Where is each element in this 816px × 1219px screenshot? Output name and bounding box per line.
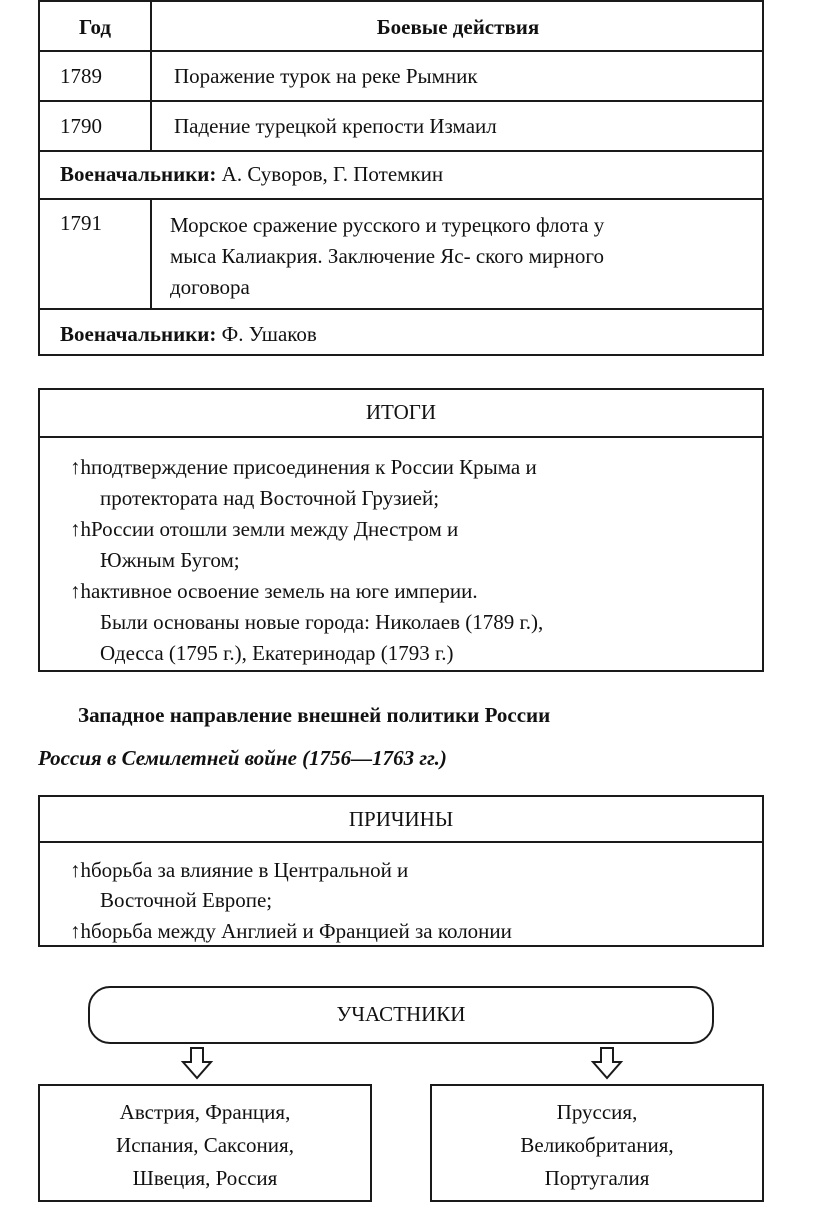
row-year: 1789 (60, 64, 102, 88)
participants-left-line: Швеция, Россия (132, 1166, 278, 1190)
participants-left-line: Испания, Саксония, (116, 1133, 294, 1157)
table-rule (40, 50, 762, 52)
header-actions: Боевые действия (376, 15, 540, 39)
table-column-divider (150, 198, 152, 308)
results-line: ↑hподтверждение присоединения к России Крыма и (70, 455, 537, 479)
causes-title: ПРИЧИНЫ (348, 807, 454, 831)
commanders-row (60, 319, 317, 349)
participants-title: УЧАСТНИКИ (336, 1002, 466, 1026)
participants-left-box (38, 1084, 372, 1202)
causes-line: Восточной Европе; (100, 888, 273, 912)
arrow-down-icon (180, 1046, 214, 1080)
row-action-line: мыса Калиакрия. Заключение Яс- ского мирного (170, 244, 604, 268)
commanders-row (60, 159, 443, 189)
causes-line: ↑hборьба за влияние в Центральной и (70, 858, 409, 882)
box-divider (40, 841, 762, 843)
results-line: ↑hРоссии отошли земли между Днестром и (70, 517, 459, 541)
row-year: 1791 (60, 211, 102, 235)
participants-right-line: Великобритания, (520, 1133, 674, 1157)
section-subheading: Россия в Семилетней войне (1756—1763 гг.) (38, 746, 447, 770)
arrow-down-icon (590, 1046, 624, 1080)
box-divider (40, 436, 762, 438)
results-line: Одесса (1795 г.), Екатеринодар (1793 г.) (100, 641, 454, 665)
participants-right-line: Португалия (544, 1166, 650, 1190)
causes-box (38, 795, 764, 947)
row-year: 1790 (60, 114, 102, 138)
participants-right-box (430, 1084, 764, 1202)
participants-right-line: Пруссия, (556, 1100, 638, 1124)
header-year: Год (78, 15, 112, 39)
commanders-names: А. Суворов, Г. Потемкин (216, 162, 444, 186)
table-rule (40, 150, 762, 152)
results-line: Южным Бугом; (100, 548, 240, 572)
table-rule (40, 308, 762, 310)
row-action-line: Морское сражение русского и турецкого флота у (170, 213, 605, 237)
row-action: Падение турецкой крепости Измаил (174, 114, 497, 138)
table-rule (40, 100, 762, 102)
battles-table (38, 0, 764, 356)
commanders-label: Военачальники: (60, 322, 217, 346)
causes-line: ↑hборьба между Англией и Францией за колонии (70, 919, 512, 943)
table-rule (40, 198, 762, 200)
results-title: ИТОГИ (365, 400, 437, 424)
commanders-label: Военачальники: (60, 162, 217, 186)
row-action-line: договора (170, 275, 250, 299)
results-line: протектората над Восточной Грузией; (100, 486, 440, 510)
commanders-names: Ф. Ушаков (216, 322, 317, 346)
results-line: ↑hактивное освоение земель на юге империи. (70, 579, 478, 603)
section-heading: Западное направление внешней политики России (78, 703, 551, 727)
participants-left-line: Австрия, Франция, (119, 1100, 291, 1124)
results-line: Были основаны новые города: Николаев (1789 г.), (100, 610, 544, 634)
participants-box (88, 986, 714, 1044)
results-box (38, 388, 764, 672)
row-action: Поражение турок на реке Рымник (174, 64, 478, 88)
